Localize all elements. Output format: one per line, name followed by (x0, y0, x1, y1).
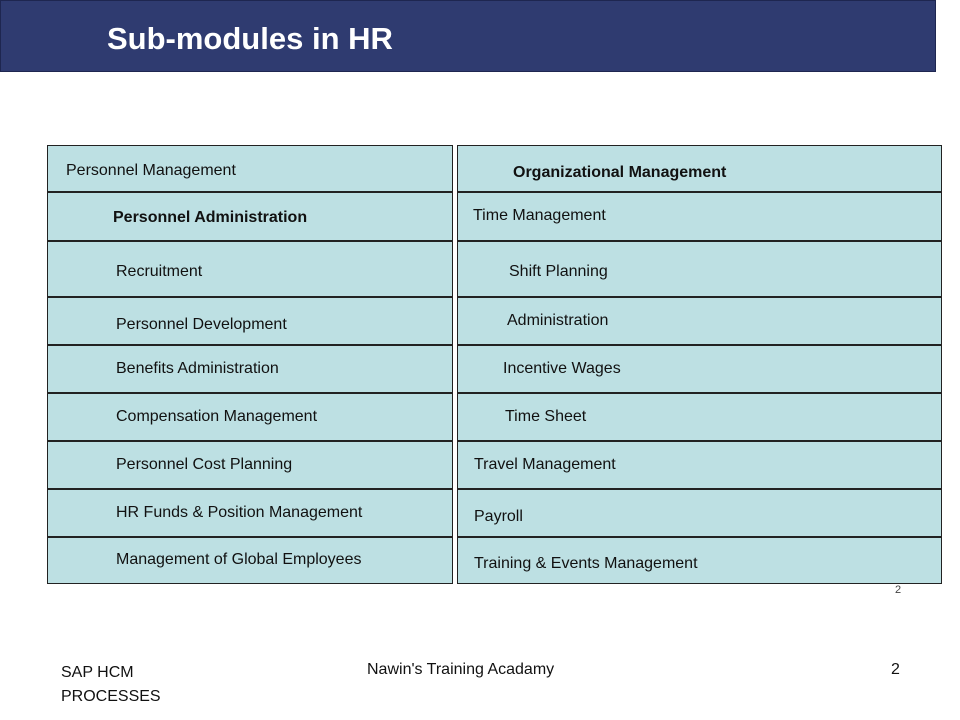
cell-label: Compensation Management (116, 408, 318, 425)
cell-label: Travel Management (474, 456, 616, 473)
cell-label: Shift Planning (509, 263, 608, 280)
cell-label: Recruitment (116, 263, 203, 280)
table-cell-right (457, 241, 942, 297)
cell-label: Personnel Development (116, 316, 287, 333)
cell-label: Personnel Cost Planning (116, 456, 293, 473)
cell-label: Management of Global Employees (116, 551, 362, 568)
table-cell-right (457, 537, 942, 584)
cell-label: Administration (507, 312, 609, 329)
slide-title: Sub-modules in HR (107, 21, 393, 56)
footer-course-name: SAP HCM PROCESSES (61, 664, 161, 705)
footer-page-number: 2 (891, 661, 900, 678)
cell-label: Organizational Management (513, 164, 727, 181)
cell-label: Benefits Administration (116, 360, 279, 377)
table-cell-left (47, 241, 453, 297)
footer-academy-name: Nawin's Training Acadamy (367, 661, 555, 678)
table-cell-right (457, 192, 942, 241)
table-cell-left (47, 489, 453, 537)
cell-label: Payroll (474, 508, 523, 525)
table-cell-right (457, 145, 942, 192)
table-cell-left (47, 192, 453, 241)
small-page-number: 2 (895, 584, 902, 596)
cell-label: Time Management (473, 207, 606, 224)
table-cell-right (457, 345, 942, 393)
cell-label: HR Funds & Position Management (116, 504, 363, 521)
table-cell-left (47, 145, 453, 192)
table-cell-left (47, 393, 453, 441)
table-cell-left (47, 345, 453, 393)
cell-label: Personnel Management (66, 162, 236, 179)
cell-label: Training & Events Management (474, 555, 698, 572)
table-cell-left (47, 537, 453, 584)
cell-label: Time Sheet (505, 408, 587, 425)
table-cell-left (47, 297, 453, 345)
table-cell-right (457, 489, 942, 537)
cell-label: Personnel Administration (113, 209, 308, 226)
title-bar (0, 0, 936, 72)
table-cell-right (457, 393, 942, 441)
table-cell-right (457, 441, 942, 489)
table-cell-right (457, 297, 942, 345)
table-cell-left (47, 441, 453, 489)
cell-label: Incentive Wages (503, 360, 621, 377)
